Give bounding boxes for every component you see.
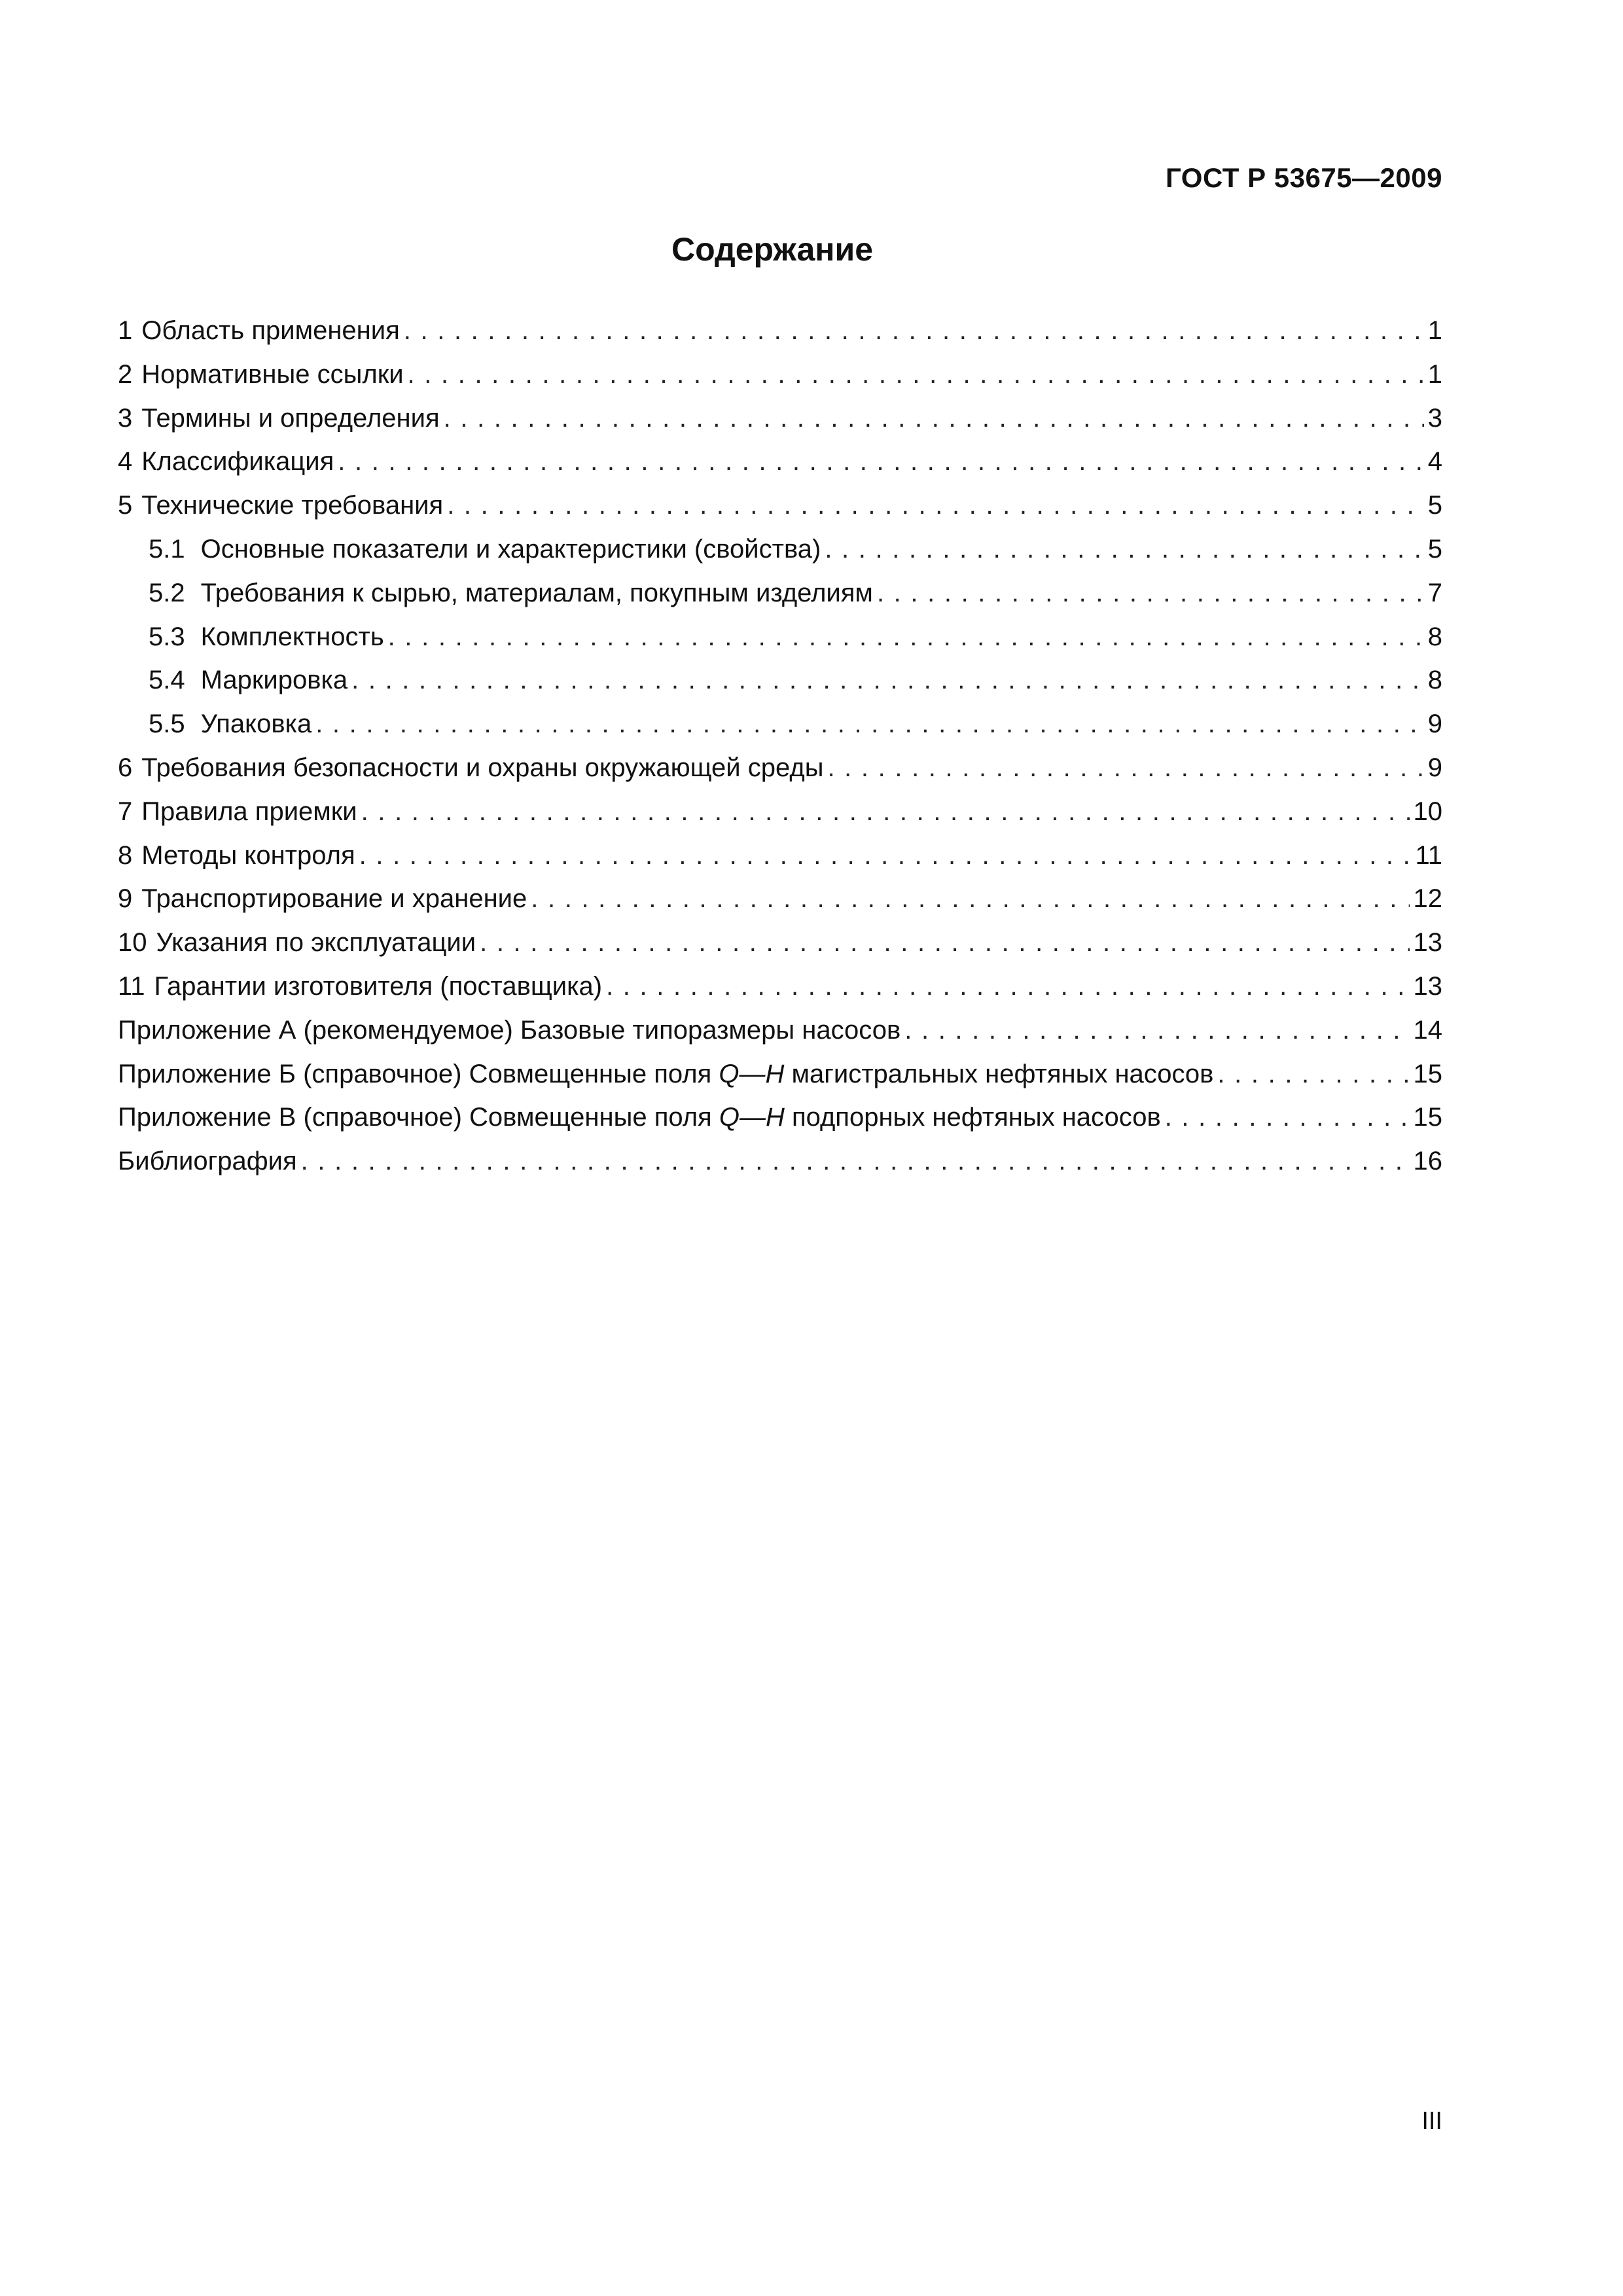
toc-entry-title: Требования безопасности и охраны окружающей среды bbox=[141, 753, 824, 782]
toc-entry-11[interactable] bbox=[118, 965, 1442, 1009]
toc-entry-title: Основные показатели и характеристики (свойства) bbox=[200, 534, 821, 564]
toc-entry-page: 16 bbox=[1413, 1147, 1442, 1176]
toc-entry-number: 9 bbox=[118, 884, 133, 914]
toc-entry-page: 14 bbox=[1413, 1015, 1442, 1045]
toc-entry-number: 3 bbox=[118, 403, 133, 433]
toc-entry-number: 5.2 bbox=[149, 578, 185, 607]
toc-entry-page: 4 bbox=[1427, 447, 1442, 476]
dot-leader bbox=[1213, 1052, 1409, 1096]
toc-entry-number: 4 bbox=[118, 447, 133, 476]
toc-entry-5-3[interactable] bbox=[118, 615, 1442, 659]
toc-entry-title: Указания по эксплуатации bbox=[156, 928, 476, 958]
page-number: III bbox=[1421, 2108, 1442, 2135]
toc-entry-title: Приложение А (рекомендуемое) Базовые типоразмеры насосов bbox=[118, 1015, 901, 1045]
toc-entry-title: Транспортирование и хранение bbox=[141, 884, 527, 914]
toc-entry-9[interactable] bbox=[118, 877, 1442, 921]
toc-entry-appendix-v[interactable] bbox=[118, 1096, 1442, 1139]
table-of-contents bbox=[118, 309, 1442, 1183]
toc-entry-title: Нормативные ссылки bbox=[141, 359, 404, 389]
toc-entry-5-2[interactable] bbox=[118, 571, 1442, 615]
dot-leader bbox=[821, 528, 1423, 571]
toc-entry-3[interactable] bbox=[118, 397, 1442, 440]
toc-entry-number: 1 bbox=[118, 316, 133, 345]
toc-entry-page: 1 bbox=[1427, 359, 1442, 389]
toc-entry-number: 5.5 bbox=[149, 709, 185, 739]
dot-leader bbox=[1161, 1096, 1410, 1139]
toc-entry-appendix-a[interactable] bbox=[118, 1009, 1442, 1052]
toc-entry-title: Библиография bbox=[118, 1147, 297, 1176]
toc-entry-title-formula: Q—H bbox=[719, 1059, 785, 1088]
dot-leader bbox=[901, 1009, 1409, 1052]
toc-entry-title: Правила приемки bbox=[141, 797, 357, 826]
dot-leader bbox=[297, 1139, 1410, 1183]
toc-entry-title-formula: Q—H bbox=[719, 1103, 785, 1132]
toc-entry-page: 13 bbox=[1413, 971, 1442, 1001]
toc-entry-5-1[interactable] bbox=[118, 528, 1442, 571]
dot-leader bbox=[312, 702, 1424, 746]
toc-entry-number: 7 bbox=[118, 797, 133, 826]
toc-entry-page: 15 bbox=[1413, 1103, 1442, 1132]
toc-entry-title: Методы контроля bbox=[141, 840, 355, 870]
dot-leader bbox=[404, 353, 1424, 397]
toc-entry-number: 8 bbox=[118, 840, 133, 870]
toc-entry-page: 7 bbox=[1427, 578, 1442, 607]
toc-entry-number: 5.3 bbox=[149, 622, 185, 651]
toc-entry-title bbox=[118, 1096, 1161, 1139]
toc-entry-number: 10 bbox=[118, 928, 147, 958]
toc-entry-number: 5.1 bbox=[149, 534, 185, 564]
dot-leader bbox=[348, 658, 1424, 702]
toc-entry-page: 9 bbox=[1427, 709, 1442, 739]
toc-entry-page: 11 bbox=[1415, 840, 1442, 870]
toc-entry-appendix-b[interactable] bbox=[118, 1052, 1442, 1096]
dot-leader bbox=[823, 746, 1423, 790]
toc-entry-page: 9 bbox=[1427, 753, 1442, 782]
toc-entry-title-part: Приложение Б (справочное) Совмещенные поля bbox=[118, 1059, 719, 1088]
page-title: Содержание bbox=[671, 231, 874, 268]
toc-entry-title: Термины и определения bbox=[141, 403, 440, 433]
toc-entry-page: 3 bbox=[1427, 403, 1442, 433]
toc-entry-title: Гарантии изготовителя (поставщика) bbox=[154, 971, 603, 1001]
toc-entry-4[interactable] bbox=[118, 440, 1442, 484]
toc-entry-page: 8 bbox=[1427, 666, 1442, 695]
toc-entry-number: 6 bbox=[118, 753, 133, 782]
dot-leader bbox=[357, 790, 1410, 834]
toc-entry-6[interactable] bbox=[118, 746, 1442, 790]
toc-entry-page: 1 bbox=[1427, 316, 1442, 345]
toc-entry-page: 15 bbox=[1413, 1059, 1442, 1088]
toc-entry-title-part: Приложение В (справочное) Совмещенные поля bbox=[118, 1103, 719, 1132]
toc-entry-title: Маркировка bbox=[200, 666, 348, 695]
dot-leader bbox=[400, 309, 1424, 353]
toc-entry-page: 12 bbox=[1413, 884, 1442, 914]
dot-leader bbox=[443, 484, 1424, 528]
toc-entry-title: Область применения bbox=[141, 316, 400, 345]
dot-leader bbox=[476, 921, 1409, 965]
dot-leader bbox=[602, 965, 1409, 1009]
toc-entry-page: 5 bbox=[1427, 534, 1442, 564]
toc-entry-1[interactable] bbox=[118, 309, 1442, 353]
dot-leader bbox=[873, 571, 1424, 615]
dot-leader bbox=[334, 440, 1423, 484]
toc-entry-8[interactable] bbox=[118, 834, 1442, 878]
toc-entry-title: Комплектность bbox=[200, 622, 384, 651]
toc-entry-title-part: магистральных нефтяных насосов bbox=[784, 1059, 1214, 1088]
toc-entry-7[interactable] bbox=[118, 790, 1442, 834]
document-code: ГОСТ Р 53675—2009 bbox=[1166, 162, 1442, 193]
toc-entry-number: 5.4 bbox=[149, 666, 185, 695]
toc-entry-page: 8 bbox=[1427, 622, 1442, 651]
toc-entry-title: Классификация bbox=[141, 447, 334, 476]
toc-entry-5-5[interactable] bbox=[118, 702, 1442, 746]
toc-entry-number: 5 bbox=[118, 491, 133, 520]
toc-entry-page: 5 bbox=[1427, 491, 1442, 520]
dot-leader bbox=[527, 877, 1409, 921]
dot-leader bbox=[384, 615, 1424, 659]
toc-entry-5-4[interactable] bbox=[118, 658, 1442, 702]
toc-entry-5[interactable] bbox=[118, 484, 1442, 528]
toc-entry-title-part: подпорных нефтяных насосов bbox=[784, 1103, 1161, 1132]
dot-leader bbox=[355, 834, 1412, 878]
toc-entry-bibliography[interactable] bbox=[118, 1139, 1442, 1183]
toc-entry-10[interactable] bbox=[118, 921, 1442, 965]
toc-entry-title: Упаковка bbox=[200, 709, 312, 739]
toc-entry-title: Технические требования bbox=[141, 491, 444, 520]
toc-entry-number: 11 bbox=[118, 971, 145, 1001]
toc-entry-title bbox=[118, 1052, 1213, 1096]
toc-entry-page: 10 bbox=[1413, 797, 1442, 826]
dot-leader bbox=[440, 397, 1424, 440]
toc-entry-2[interactable] bbox=[118, 353, 1442, 397]
toc-entry-title: Требования к сырью, материалам, покупным изделиям bbox=[200, 578, 873, 607]
toc-entry-number: 2 bbox=[118, 359, 133, 389]
toc-entry-page: 13 bbox=[1413, 928, 1442, 958]
